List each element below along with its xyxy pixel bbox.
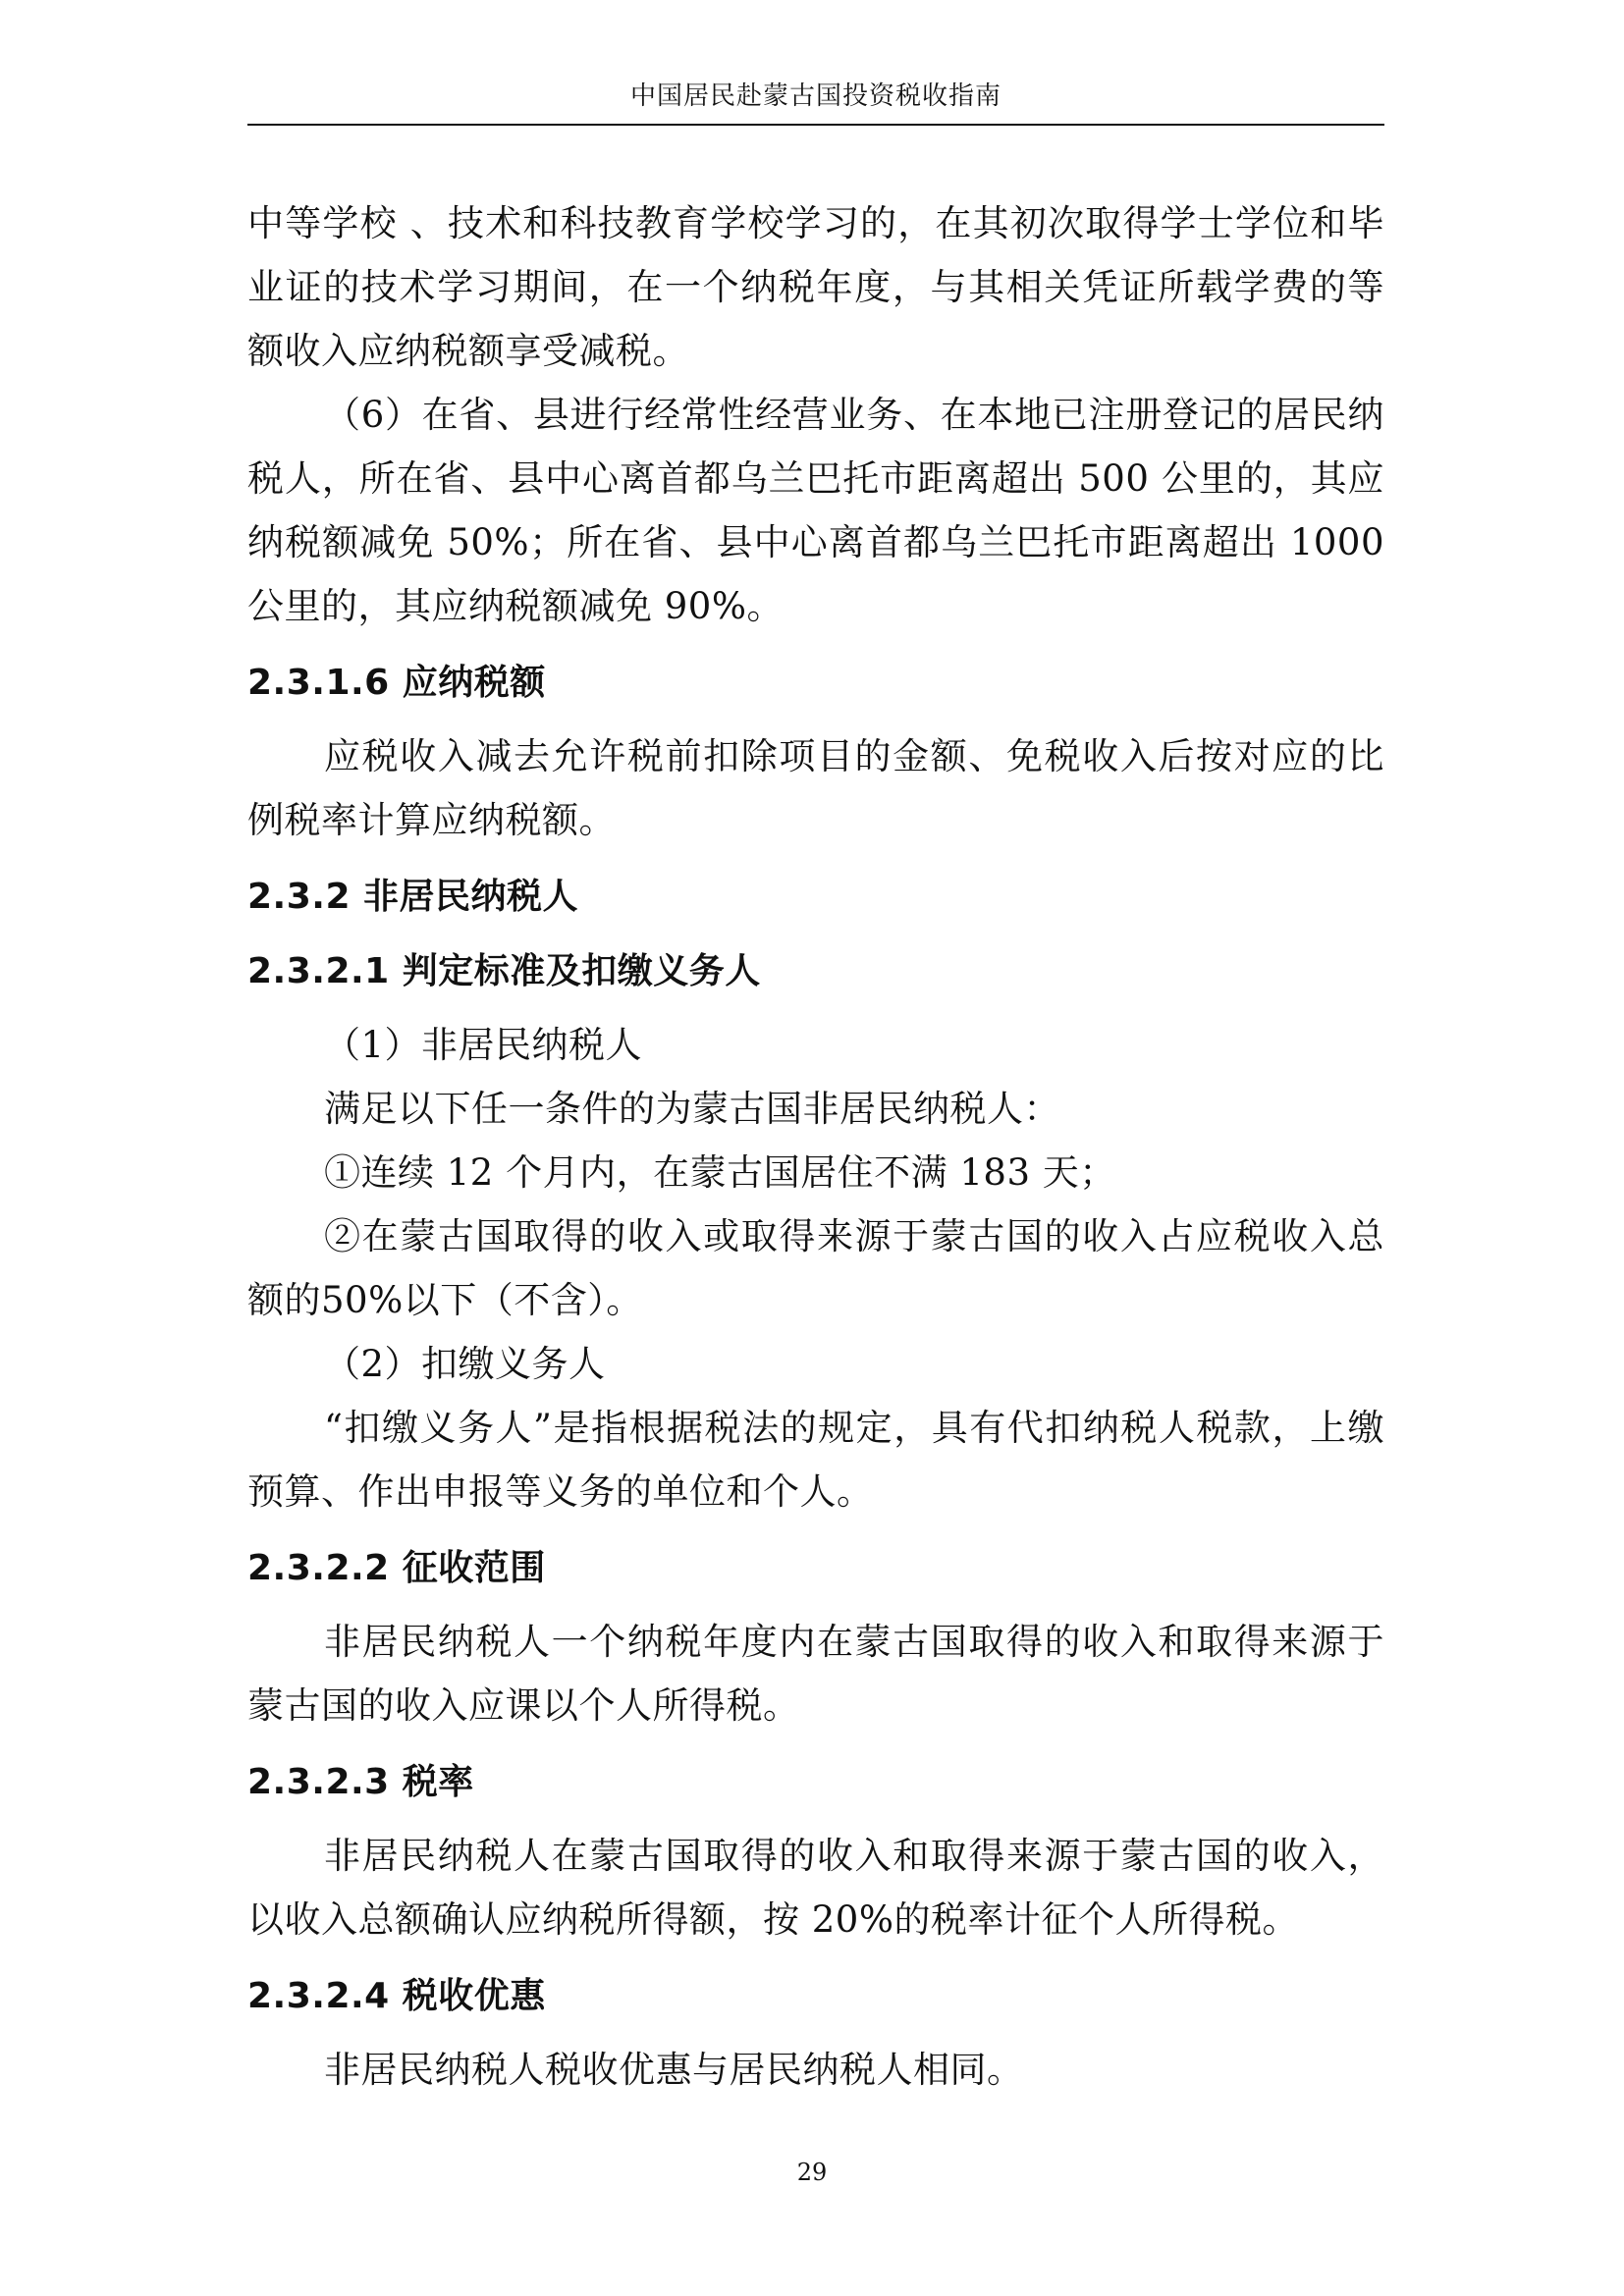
paragraph-tax-incentives: 非居民纳税人税收优惠与居民纳税人相同。 <box>324 2049 1024 2091</box>
section-heading-2-3-1-6: 2.3.1.6 应纳税额 <box>247 663 546 703</box>
paragraph-condition-1: ①连续 12 个月内，在蒙古国居住不满 183 天； <box>324 1151 1116 1194</box>
section-heading-2-3-2-2: 2.3.2.2 征收范围 <box>247 1548 546 1588</box>
page-number: 29 <box>796 2159 828 2186</box>
section-heading-2-3-2: 2.3.2 非居民纳税人 <box>247 877 579 917</box>
paragraph-conditions-intro: 满足以下任一条件的为蒙古国非居民纳税人： <box>324 1088 1060 1130</box>
paragraph-item-1: （1）非居民纳税人 <box>324 1024 643 1066</box>
paragraph-tax-rate: 非居民纳税人在蒙古国取得的收入和取得来源于蒙古国的收入，以收入总额确认应纳税所得额，按 20%的税率计征个人所得税。 <box>247 1835 1384 1941</box>
paragraph-continued: 中等学校 、技术和科技教育学校学习的，在其初次取得学士学位和毕业证的技术学习期间，在一个纳税年度，与其相关凭证所载学费的等额收入应纳税额享受减税。 <box>247 202 1384 372</box>
paragraph-condition-2: ②在蒙古国取得的收入或取得来源于蒙古国的收入占应税收入总额的50%以下（不含）。 <box>247 1215 1384 1321</box>
running-header: 中国居民赴蒙古国投资税收指南 <box>629 81 1001 111</box>
page-body <box>247 191 1384 2102</box>
header-rule <box>247 124 1384 126</box>
paragraph-withholding-definition: “扣缴义务人”是指根据税法的规定，具有代扣纳税人税款，上缴预算、作出申报等义务的单位和个人。 <box>247 1407 1384 1513</box>
paragraph-scope: 非居民纳税人一个纳税年度内在蒙古国取得的收入和取得来源于蒙古国的收入应课以个人所得税。 <box>247 1621 1384 1727</box>
section-heading-2-3-2-4: 2.3.2.4 税收优惠 <box>247 1976 546 2016</box>
section-heading-2-3-2-3: 2.3.2.3 税率 <box>247 1762 474 1802</box>
paragraph-item-6: （6）在省、县进行经常性经营业务、在本地已注册登记的居民纳税人，所在省、县中心离首都乌兰巴托市距离超出 500 公里的，其应纳税额减免 50%；所在省、县中心离首都乌兰巴托市距离超出 1000 公里的，其应纳税额减免 90%。 <box>247 394 1384 627</box>
paragraph-tax-payable: 应税收入减去允许税前扣除项目的金额、免税收入后按对应的比例税率计算应纳税额。 <box>247 735 1384 841</box>
section-heading-2-3-2-1: 2.3.2.1 判定标准及扣缴义务人 <box>247 951 761 991</box>
paragraph-item-2: （2）扣缴义务人 <box>324 1343 606 1385</box>
